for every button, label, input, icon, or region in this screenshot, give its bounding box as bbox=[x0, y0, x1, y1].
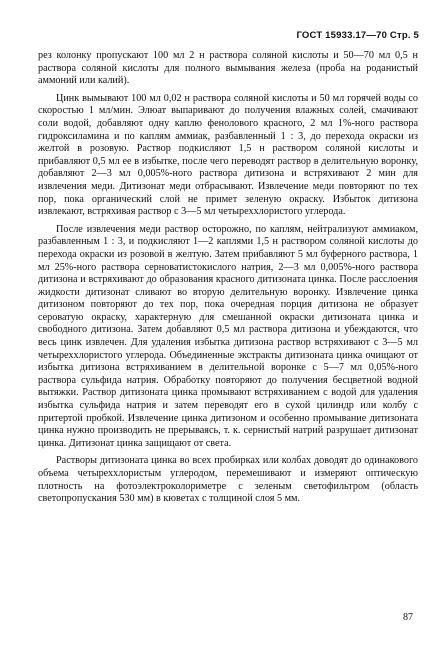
document-body bbox=[38, 50, 418, 506]
paragraph-zinc-elution: Цинк вымывают 100 мл 0,02 н раствора соляной кислоты и 50 мл горячей воды со скоростью 1 мл/мин. Элюат выпаривают до получения влажных солей, смачивают соли водой, добавляют одну каплю фенолового красного, 2 мл 1%-ного раствора гидроксиламина и по каплям аммиак, разбавленный 1 : 3, до перехода окраски из желтой в розовую. Раствор подкисляют 1,5 н раствором соляной кислоты и прибавляют 0,5 мл ее в избытке, после чего переводят раствор в делительную воронку, добавляют 2—3 мл 0,005%-ного раствора дитизона и встряхивают 2 мин для извлечения меди. Дитизонат меди отбрасывают. Извлечение меди повторяют по тех пор, пока органический слой не примет зеленую окраску. Избыток дитизона извлекают, встряхивая раствор с 3—5 мл четыреххлористого углерода. bbox=[38, 92, 418, 218]
page-number: 87 bbox=[403, 612, 413, 623]
page-header bbox=[296, 30, 419, 41]
page-label: Стр. 5 bbox=[389, 30, 419, 41]
standard-number: ГОСТ 15933.17—70 bbox=[296, 30, 388, 41]
paragraph-continuation: рез колонку пропускают 100 мл 2 н раствора соляной кислоты и 50—70 мл 0,5 н раствора соляной кислоты для полного вымывания железа (проба на роданистый аммоний или калий). bbox=[38, 50, 418, 87]
paragraph-measurement: Растворы дитизоната цинка во всех пробирках или колбах доводят до одинакового объема четыреххлористым углеродом, перемешивают и измеряют оптическую плотность на фотоэлектроколориметре с зеленым светофильтром (область светопропускания 530 мм) в кюветах с толщиной слоя 5 мм. bbox=[38, 455, 418, 505]
paragraph-copper-extraction: После извлечения меди раствор осторожно, по каплям, нейтрализуют аммиаком, разбавленным 1 : 3, и подкисляют 1—2 каплями 1,5 н раствором соляной кислоты до перехода окраски из розовой в желтую. Затем прибавляют 5 мл буферного раствора, 1 мл 25%-ного раствора серноватистокислого натрия, 2—3 мл 0,005%-ного раствора дитизона и встряхивают до образования красного дитизоната цинка. После расслоения жидкости дитизонат сливают во вторую делительную воронку. Извлечение цинка дитизоном повторяют до тех пор, пока очередная порция дитизона не образует сероватую окраску, характерную для смешанной окраски дитизоната цинка и свободного дитизона. Затем добавляют 0,5 мл раствора дитизона и убеждаются, что весь цинк извлечен. Для удаления избытка дитизона раствор встряхивают с 3—5 мл четыреххлористого углерода. Объединенные экстракты дитизоната цинка очищают от избытка дитизона встряхиванием в делительной воронке с 5—7 мл 0,05%-ного раствора сульфида натрия. Обработку повторяют до получения бесцветной водной вытяжки. Раствор дитизоната цинка промывают встряхиванием с водой для удаления избытка сульфида натрия и затем переводят его в сухой цилиндр или колбу с притертой пробкой. Извлечение цинка дитизоном и особенно промывание дитизоната цинка нужно производить не прерываясь, т. к. сернистый натрий разрушает дитизонат цинка. Дитизонат цинка защищают от света. bbox=[38, 223, 418, 449]
